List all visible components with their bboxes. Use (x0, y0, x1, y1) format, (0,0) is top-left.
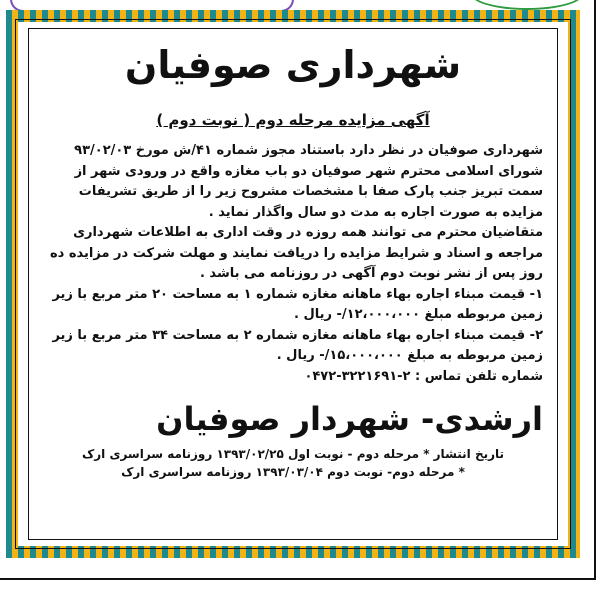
notice-frame (6, 10, 580, 558)
signature: ارشدی- شهردار صوفیان (156, 400, 543, 438)
notice-paragraph: متقاضیان محترم می توانند همه روزه در وقت اداری به اطلاعات شهرداری مراجعه و اسناد و شرایط مزایده را دریافت نمایند و مهلت شرکت در مزایده ده روز پس از نشر نوبت دوم آگهی در روزنامه می باشد . (49, 225, 543, 281)
notice-title: شهرداری صوفیان (124, 43, 462, 87)
notice-paragraph: شهرداری صوفیان در نظر دارد باستناد مجوز شماره ۴۱/ش مورخ ۹۳/۰۲/۰۳ شورای اسلامی محترم شهر صوفیان دو باب مغازه واقع در ورودی شهر از سمت تبریز جنب پارک صفا با مشخصات مشروح زیر را از طریق تشریفات مزایده به صورت اجاره به مدت دو سال واگذار نماید . (74, 143, 543, 220)
notice-item: ۱- قیمت مبناء اجاره بهاء ماهانه مغازه شماره ۱ به مساحت ۲۰ متر مربع با زیر زمین مربوطه مبلغ ۱۲،۰۰۰،۰۰۰/- ریال . (52, 286, 543, 322)
notice-content (43, 39, 543, 529)
publish-date-line: تاریخ انتشار * مرحله دوم - نوبت اول ۱۳۹۳/۰۲/۲۵ روزنامه سراسری ارک (81, 447, 505, 461)
notice-item: ۲- قیمت مبناء اجاره بهاء ماهانه مغازه شماره ۲ به مساحت ۳۴ متر مربع با زیر زمین مربوطه به مبلغ ۱۵،۰۰۰،۰۰۰/- ریال . (52, 327, 543, 363)
notice-subtitle: آگهی مزایده مرحله دوم ( نوبت دوم ) (156, 111, 430, 129)
publish-date-line: * مرحله دوم- نوبت دوم ۱۳۹۳/۰۳/۰۴ روزنامه سراسری ارک (121, 465, 465, 479)
notice-inner-border (28, 28, 558, 540)
contact-phone: شماره تلفن تماس : ۲-۳۲۲۱۶۹۱-۰۴۷۲ (304, 368, 543, 384)
